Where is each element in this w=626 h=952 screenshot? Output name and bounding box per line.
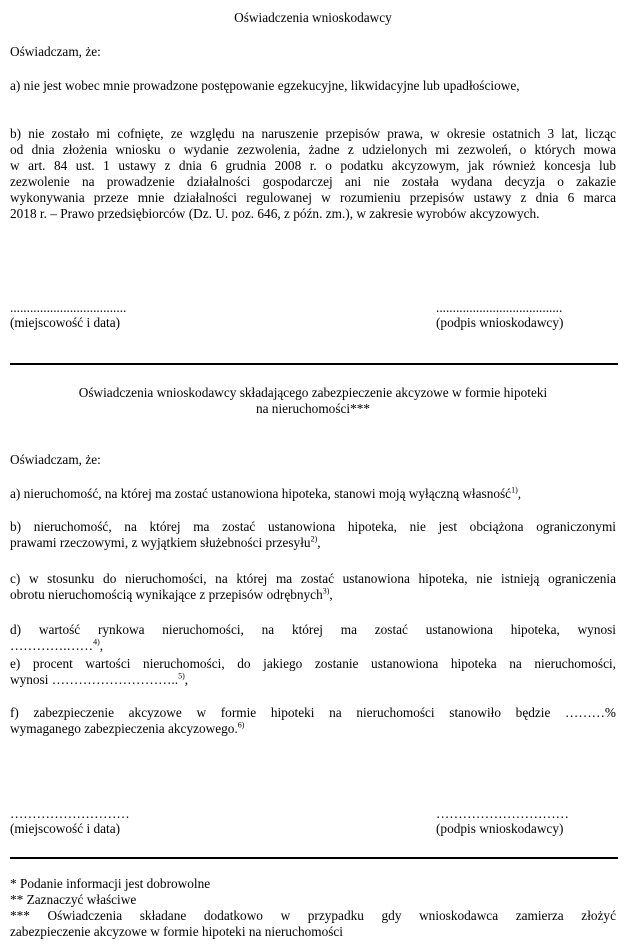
footnote-mortgage-line1: *** Oświadczenia składane dodatkowo w przypadku gdy wnioskodawca zamierza złożyć xyxy=(10,908,616,923)
section2-item-b-line2: prawami rzeczowymi, z wyjątkiem służebności przesyłu xyxy=(10,535,311,550)
section1-item-b-line: 2018 r. – Prawo przedsiębiorców (Dz. U. poz. 646, z późn. zm.), w zakresie wyrobów akcyzowych. xyxy=(10,206,540,221)
section2-intro: Oświadczam, że: xyxy=(10,452,101,467)
footnote-ref-1: 1) xyxy=(511,485,518,495)
section1-item-b-line: od dnia złożenia wniosku o wydanie zezwolenia, żadne z udzielonych mi zezwoleń, o których mowa xyxy=(10,142,616,157)
footnote-voluntary: * Podanie informacji jest dobrowolne xyxy=(10,876,211,891)
section2-item-e-line2: wynosi ……………………….. xyxy=(10,672,179,687)
section2-item-a xyxy=(10,486,616,502)
footnotes-divider xyxy=(10,857,618,859)
section2-item-c-line1: c) w stosunku do nieruchomości, na której ma zostać ustanowiona hipoteka, nie istnieją ograniczenia xyxy=(10,571,616,586)
section2-item-d xyxy=(10,622,616,654)
section1-intro: Oświadczam, że: xyxy=(10,44,101,59)
section2-item-e xyxy=(10,656,616,688)
section2-sig-left-dots: ……………………… xyxy=(10,806,130,821)
section2-item-d-line1: d) wartość rynkowa nieruchomości, na której ma zostać ustanowiona hipoteka, wynosi xyxy=(10,622,616,637)
section2-item-a-end: , xyxy=(517,486,522,501)
section2-title-line1: Oświadczenia wnioskodawcy składającego zabezpieczenie akcyzowe w formie hipoteki xyxy=(78,385,548,400)
section1-title: Oświadczenia wnioskodawcy xyxy=(234,10,392,25)
section2-item-e-line1: e) procent wartości nieruchomości, do jakiego zostanie ustanowiona hipoteka na nieruchomości, xyxy=(10,656,616,671)
footnote-ref-3: 3) xyxy=(322,586,330,596)
footnote-ref-5: 5) xyxy=(178,671,185,681)
section2-item-c xyxy=(10,571,616,603)
section2-sig-left-label: (miejscowość i data) xyxy=(10,821,121,836)
footnote-mark-appropriate: ** Zaznaczyć właściwe xyxy=(10,892,137,907)
section1-item-b-line: zezwolenie na prowadzenie działalności gospodarczej ani nie została wydana decyzja o zakazie xyxy=(10,174,616,189)
footnote-ref-4: 4) xyxy=(93,637,100,647)
section1-item-b-line: b) nie zostało mi cofnięte, ze względu na naruszenie przepisów prawa, w okresie ostatnich 3 lat, licząc xyxy=(10,126,616,141)
section2-item-f xyxy=(10,705,616,737)
section1-item-b-line: wykonywania przeze mnie działalności regulowanej w rozumieniu przepisów ustawy z dnia 6 marca xyxy=(10,190,616,205)
section1-sig-left-label: (miejscowość i data) xyxy=(10,315,121,330)
section2-item-d-line2: ………….…… xyxy=(10,638,94,653)
footnote-mortgage xyxy=(10,908,616,940)
section2-item-c-end: , xyxy=(329,587,333,602)
section-divider xyxy=(10,363,618,365)
section1-sig-right-dots: ...................................... xyxy=(436,300,563,315)
section2-item-b xyxy=(10,519,616,551)
section1-item-a: a) nie jest wobec mnie prowadzone postępowanie egzekucyjne, likwidacyjne lub upadłościowe, xyxy=(10,78,520,93)
section1-item-b xyxy=(10,126,616,222)
section2-item-b-end: , xyxy=(317,535,321,550)
section2-item-f-line2: wymaganego zabezpieczenia akcyzowego. xyxy=(10,721,238,736)
section1-sig-right-label: (podpis wnioskodawcy) xyxy=(436,315,564,330)
section2-item-e-end: , xyxy=(184,672,189,687)
footnote-mortgage-line2: zabezpieczenie akcyzowe w formie hipoteki na nieruchomości xyxy=(10,924,344,939)
section1-item-b-line: w art. 84 ust. 1 ustawy z dnia 6 grudnia 2008 r. o podatku akcyzowym, jak również koncesja lub xyxy=(10,158,616,173)
footnote-ref-6: 6) xyxy=(237,720,245,730)
section1-sig-left-dots: ................................... xyxy=(10,300,127,315)
section2-sig-right-dots: ………………………… xyxy=(436,806,569,821)
section2-item-f-line1: f) zabezpieczenie akcyzowe w formie hipoteki na nieruchomości stanowiło będzie ………% xyxy=(10,705,616,720)
section2-sig-right-label: (podpis wnioskodawcy) xyxy=(436,821,564,836)
section2-item-d-end: , xyxy=(99,638,104,653)
section2-item-c-line2: obrotu nieruchomością wynikające z przepisów odrębnych xyxy=(10,587,323,602)
section2-title-line2: na nieruchomości*** xyxy=(255,401,371,416)
section2-item-a-text: a) nieruchomość, na której ma zostać ustanowiona hipoteka, stanowi moją wyłączną własność xyxy=(10,486,512,501)
section2-item-b-line1: b) nieruchomość, na której ma zostać ustanowiona hipoteka, nie jest obciążona ograniczonymi xyxy=(10,519,616,534)
footnote-ref-2: 2) xyxy=(310,534,318,544)
